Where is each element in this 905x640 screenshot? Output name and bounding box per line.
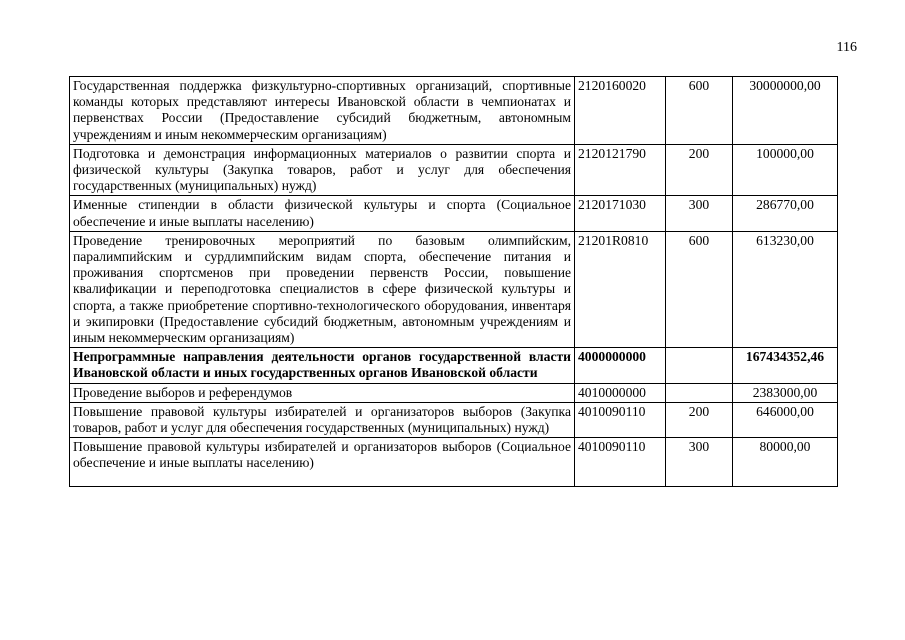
- row-code: 2120160020: [575, 77, 666, 145]
- table-row: [70, 231, 838, 347]
- row-amount: 167434352,46: [733, 348, 838, 383]
- row-expense-type: 300: [666, 438, 733, 487]
- table-row: [70, 438, 838, 487]
- row-description: Проведение тренировочных мероприятий по базовым олимпийским, паралимпийским и сурдлимпийским видам спорта, обеспечение питания и проживания спортсменов при проведении первенств России, повышение квалификации и переподготовка специалистов в сфере физической культуры и спорта, а также приобретение спортивно-технологического оборудования, инвентаря и экипировки (Предоставление субсидий бюджетным, автономным учреждениям и иным некоммерческим организациям): [70, 231, 575, 347]
- row-code: 21201R0810: [575, 231, 666, 347]
- row-description: Повышение правовой культуры избирателей и организаторов выборов (Социальное обеспечение и иные выплаты населению): [70, 438, 575, 487]
- row-amount: 80000,00: [733, 438, 838, 487]
- row-description: Подготовка и демонстрация информационных материалов о развитии спорта и физической культуры (Закупка товаров, работ и услуг для обеспечения государственных (муниципальных) нужд): [70, 144, 575, 196]
- row-code: 4000000000: [575, 348, 666, 383]
- row-amount: 646000,00: [733, 402, 838, 437]
- table-row: [70, 77, 838, 145]
- row-description: Непрограммные направления деятельности органов государственной власти Ивановской области и иных государственных органов Ивановской области: [70, 348, 575, 383]
- row-code: 4010000000: [575, 383, 666, 402]
- table-row: [70, 383, 838, 402]
- page-number: 116: [836, 40, 857, 55]
- row-description: Повышение правовой культуры избирателей и организаторов выборов (Закупка товаров, работ и услуг для обеспечения государственных (муниципальных) нужд): [70, 402, 575, 437]
- row-expense-type: 200: [666, 144, 733, 196]
- row-expense-type: 600: [666, 77, 733, 145]
- row-description: Именные стипендии в области физической культуры и спорта (Социальное обеспечение и иные выплаты населению): [70, 196, 575, 231]
- row-expense-type: [666, 348, 733, 383]
- row-code: 2120121790: [575, 144, 666, 196]
- row-expense-type: 200: [666, 402, 733, 437]
- row-amount: 30000000,00: [733, 77, 838, 145]
- row-amount: 286770,00: [733, 196, 838, 231]
- row-expense-type: 300: [666, 196, 733, 231]
- row-description: Государственная поддержка физкультурно-спортивных организаций, спортивные команды которых представляют интересы Ивановской области в чемпионатах и первенствах России (Предоставление субсидий бюджетным, автономным учреждениям и иным некоммерческим организациям): [70, 77, 575, 145]
- table-row: [70, 144, 838, 196]
- row-code: 2120171030: [575, 196, 666, 231]
- table-row-section-total: [70, 348, 838, 383]
- row-amount: 100000,00: [733, 144, 838, 196]
- budget-table: [69, 76, 838, 487]
- row-amount: 613230,00: [733, 231, 838, 347]
- row-description: Проведение выборов и референдумов: [70, 383, 575, 402]
- row-amount: 2383000,00: [733, 383, 838, 402]
- table-row: [70, 402, 838, 437]
- row-code: 4010090110: [575, 438, 666, 487]
- row-code: 4010090110: [575, 402, 666, 437]
- row-expense-type: 600: [666, 231, 733, 347]
- table-row: [70, 196, 838, 231]
- row-expense-type: [666, 383, 733, 402]
